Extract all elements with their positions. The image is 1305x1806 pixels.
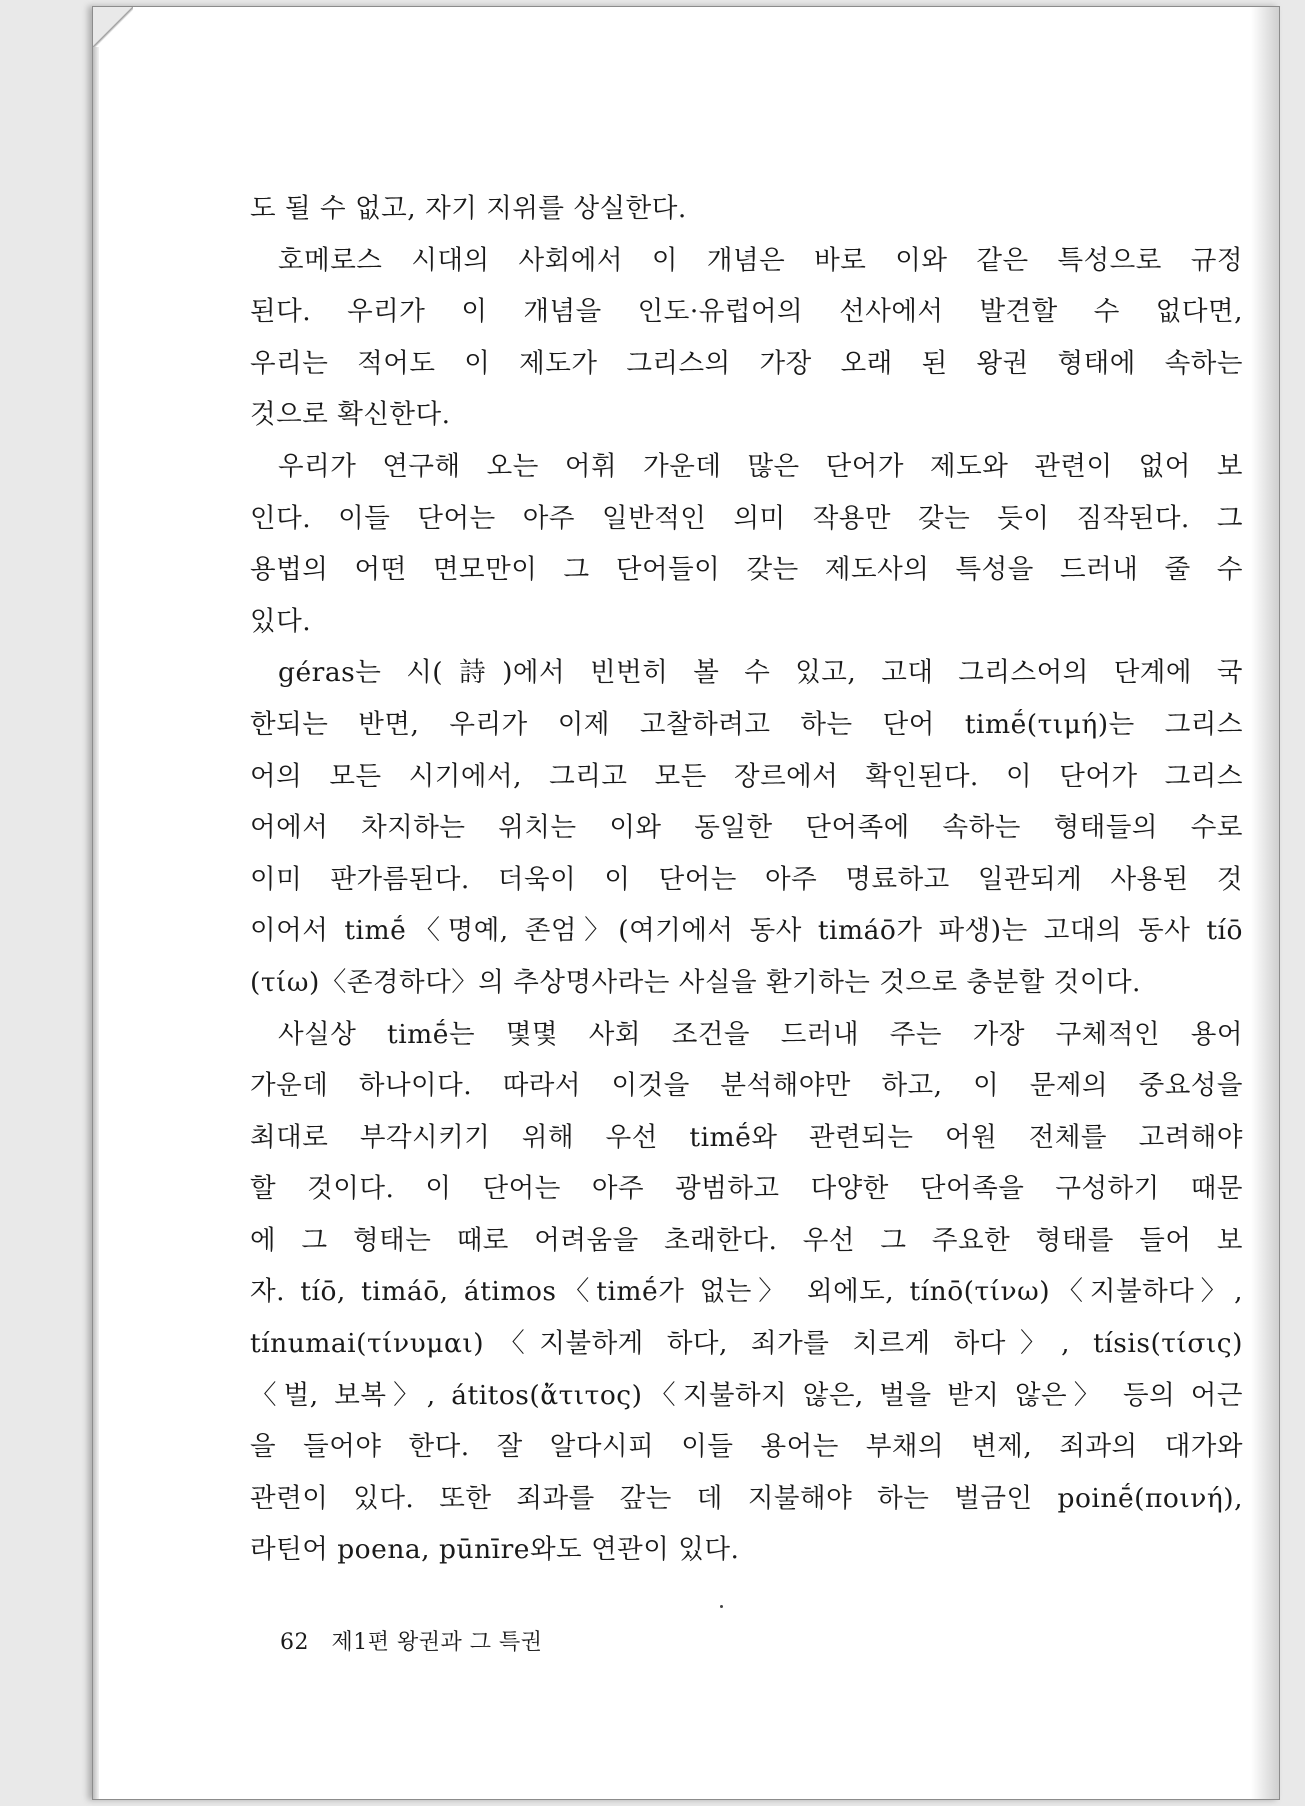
book-page [92,6,1280,1800]
body-text [250,183,1243,1576]
print-speck [720,1605,723,1608]
text-line: 할 것이다. 이 단어는 아주 광범하고 다양한 단어족을 구성하기 때문 [250,1173,1243,1205]
running-section-title: 제1편 왕권과 그 특권 [331,1630,543,1655]
text-line: 있다. [250,605,312,637]
text-line: 된다. 우리가 이 개념을 인도·유럽어의 선사에서 발견할 수 없다면, [250,296,1243,328]
page-right-edge-shadow [1251,7,1279,1799]
text-line: tínumai(τίνυμαι)〈지불하게 하다, 죄가를 치르게 하다〉, tísis(τίσις) [250,1328,1243,1360]
text-line: 어의 모든 시기에서, 그리고 모든 장르에서 확인된다. 이 단어가 그리스 [250,760,1243,792]
text-line: 가운데 하나이다. 따라서 이것을 분석해야만 하고, 이 문제의 중요성을 [250,1070,1243,1102]
text-line: 어에서 차지하는 위치는 이와 동일한 단어족에 속하는 형태들의 수로 [250,812,1243,844]
text-line: 사실상 timḗ는 몇몇 사회 조건을 드러내 주는 가장 구체적인 용어 [278,1018,1243,1050]
page-corner-fold [93,7,133,47]
text-line: 라틴어 poena, pūnīre와도 연관이 있다. [250,1534,740,1566]
text-line: 을 들어야 한다. 잘 알다시피 이들 용어는 부채의 변제, 죄과의 대가와 [250,1431,1243,1463]
text-line: 자. tíō, timáō, átimos〈timḗ가 없는〉 외에도, tínō(τίνω)〈지불하다〉, [250,1276,1243,1308]
text-line: 호메로스 시대의 사회에서 이 개념은 바로 이와 같은 특성으로 규정 [278,244,1243,276]
text-line: 이미 판가름된다. 더욱이 이 단어는 아주 명료하고 일관되게 사용된 것 [250,863,1243,895]
text-line: 이어서 timḗ〈명예, 존엄〉(여기에서 동사 timáō가 파생)는 고대의 동사 tíō [250,915,1243,947]
text-line: 인다. 이들 단어는 아주 일반적인 의미 작용만 갖는 듯이 짐작된다. 그 [250,502,1243,534]
page-number: 62 [280,1630,309,1655]
page-left-edge [93,7,99,1799]
text-line: 에 그 형태는 때로 어려움을 초래한다. 우선 그 주요한 형태를 들어 보 [250,1224,1243,1256]
text-line: 우리가 연구해 오는 어휘 가운데 많은 단어가 제도와 관련이 없어 보 [278,450,1243,482]
text-line: 최대로 부각시키기 위해 우선 timḗ와 관련되는 어원 전체를 고려해야 [250,1121,1243,1153]
text-line: 관련이 있다. 또한 죄과를 갚는 데 지불해야 하는 벌금인 poinḗ(ποινή), [250,1482,1243,1514]
text-line: 도 될 수 없고, 자기 지위를 상실한다. [250,193,687,224]
text-line: 한되는 반면, 우리가 이제 고찰하려고 하는 단어 timḗ(τιμή)는 그리스 [250,708,1243,740]
text-line: 〈벌, 보복〉, átitos(ἄτιτος)〈지불하지 않은, 벌을 받지 않은〉 등의 어근 [250,1379,1243,1411]
text-line: géras는 시(詩)에서 빈번히 볼 수 있고, 고대 그리스어의 단계에 국 [278,657,1243,689]
text-line: 용법의 어떤 면모만이 그 단어들이 갖는 제도사의 특성을 드러내 줄 수 [250,554,1243,586]
text-line: 우리는 적어도 이 제도가 그리스의 가장 오래 된 왕권 형태에 속하는 [250,347,1243,379]
text-line: (τίω)〈존경하다〉의 추상명사라는 사실을 환기하는 것으로 충분할 것이다. [250,966,1141,998]
text-line: 것으로 확신한다. [250,399,451,431]
page-footer [280,1625,543,1656]
